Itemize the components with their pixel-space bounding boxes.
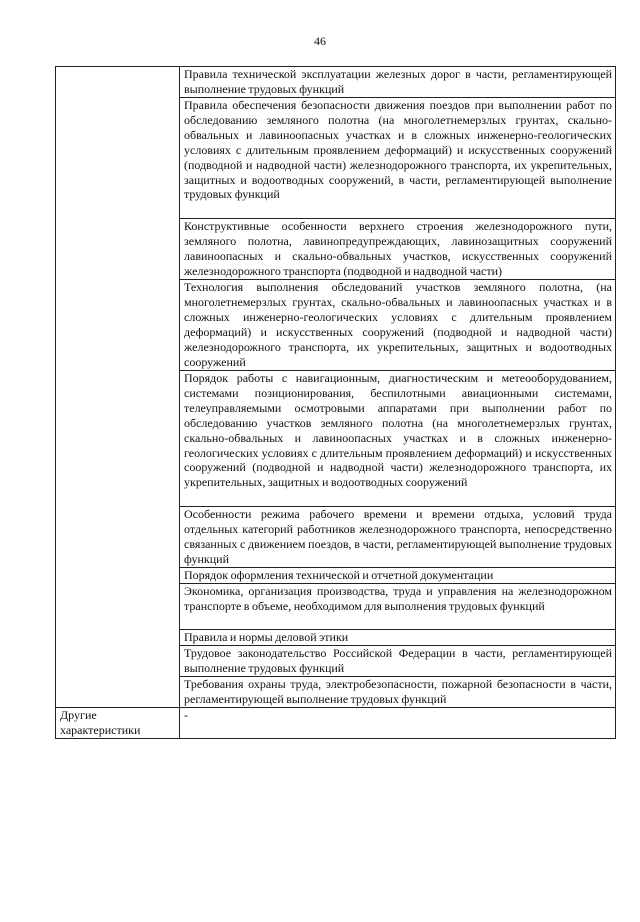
requirements-table: [55, 66, 616, 739]
table-row: [56, 708, 616, 739]
knowledge-item: Экономика, организация производства, труда и управления на железнодорожном транспорте в объеме, необходимом для выполнения трудовых функций: [180, 584, 616, 630]
empty-left-cell: [56, 67, 180, 708]
page-number: 46: [314, 34, 326, 48]
knowledge-item: Правила технической эксплуатации железных дорог в части, регламентирующей выполнение трудовых функций: [180, 67, 616, 98]
knowledge-item: Технология выполнения обследований участков земляного полотна, (на многолетнемерзлых грунтах, скально-обвальных и лавиноопасных участках и в сложных инженерно-геологических условиях с длительным проявлением деформаций) и искусственных сооружений (подводной и надводной части) железнодорожного транспорта, их укрепительных, защитных и водоотводных сооружений: [180, 280, 616, 371]
knowledge-item: Трудовое законодательство Российской Федерации в части, регламентирующей выполнение трудовых функций: [180, 646, 616, 677]
knowledge-item: Конструктивные особенности верхнего строения железнодорожного пути, земляного полотна, лавинопредупреждающих, лавинозащитных сооружений лавиноопасных и скально-обвальных участков, искусственных сооружений железнодорожного транспорта (подводной и надводной части): [180, 219, 616, 280]
table-row: [56, 67, 616, 98]
other-characteristics-label: Другие характеристики: [56, 708, 180, 739]
other-characteristics-value: -: [180, 708, 616, 739]
knowledge-item: Правила и нормы деловой этики: [180, 630, 616, 646]
knowledge-item: Особенности режима рабочего времени и времени отдыха, условий труда отдельных категорий работников железнодорожного транспорта, непосредственно связанных с движением поездов, в части, регламентирующей выполнение трудовых функций: [180, 507, 616, 568]
knowledge-item: Требования охраны труда, электробезопасности, пожарной безопасности в части, регламентирующей выполнение трудовых функций: [180, 677, 616, 708]
knowledge-item: Правила обеспечения безопасности движения поездов при выполнении работ по обследованию земляного полотна (на многолетнемерзлых грунтах, скально-обвальных и лавиноопасных участках и в сложных инженерно-геологических условиях с длительным проявлением деформаций) и искусственных сооружений (подводной и надводной части) железнодорожного транспорта, их укрепительных, защитных и водоотводных сооружений, в части, регламентирующей выполнение трудовых функций: [180, 98, 616, 219]
knowledge-item: Порядок работы с навигационным, диагностическим и метеооборудованием, системами позиционирования, беспилотными авиационными системами, телеуправляемыми осмотровыми аппаратами при выполнении работ по обследованию участков земляного полотна (на многолетнемерзлых грунтах, скально-обвальных и лавиноопасных участках и в сложных инженерно-геологических условиях с длительным проявлением деформаций) и искусственных сооружений (подводной и надводной части) железнодорожного транспорта, их укрепительных, защитных и водоотводных сооружений: [180, 371, 616, 507]
knowledge-item: Порядок оформления технической и отчетной документации: [180, 568, 616, 584]
